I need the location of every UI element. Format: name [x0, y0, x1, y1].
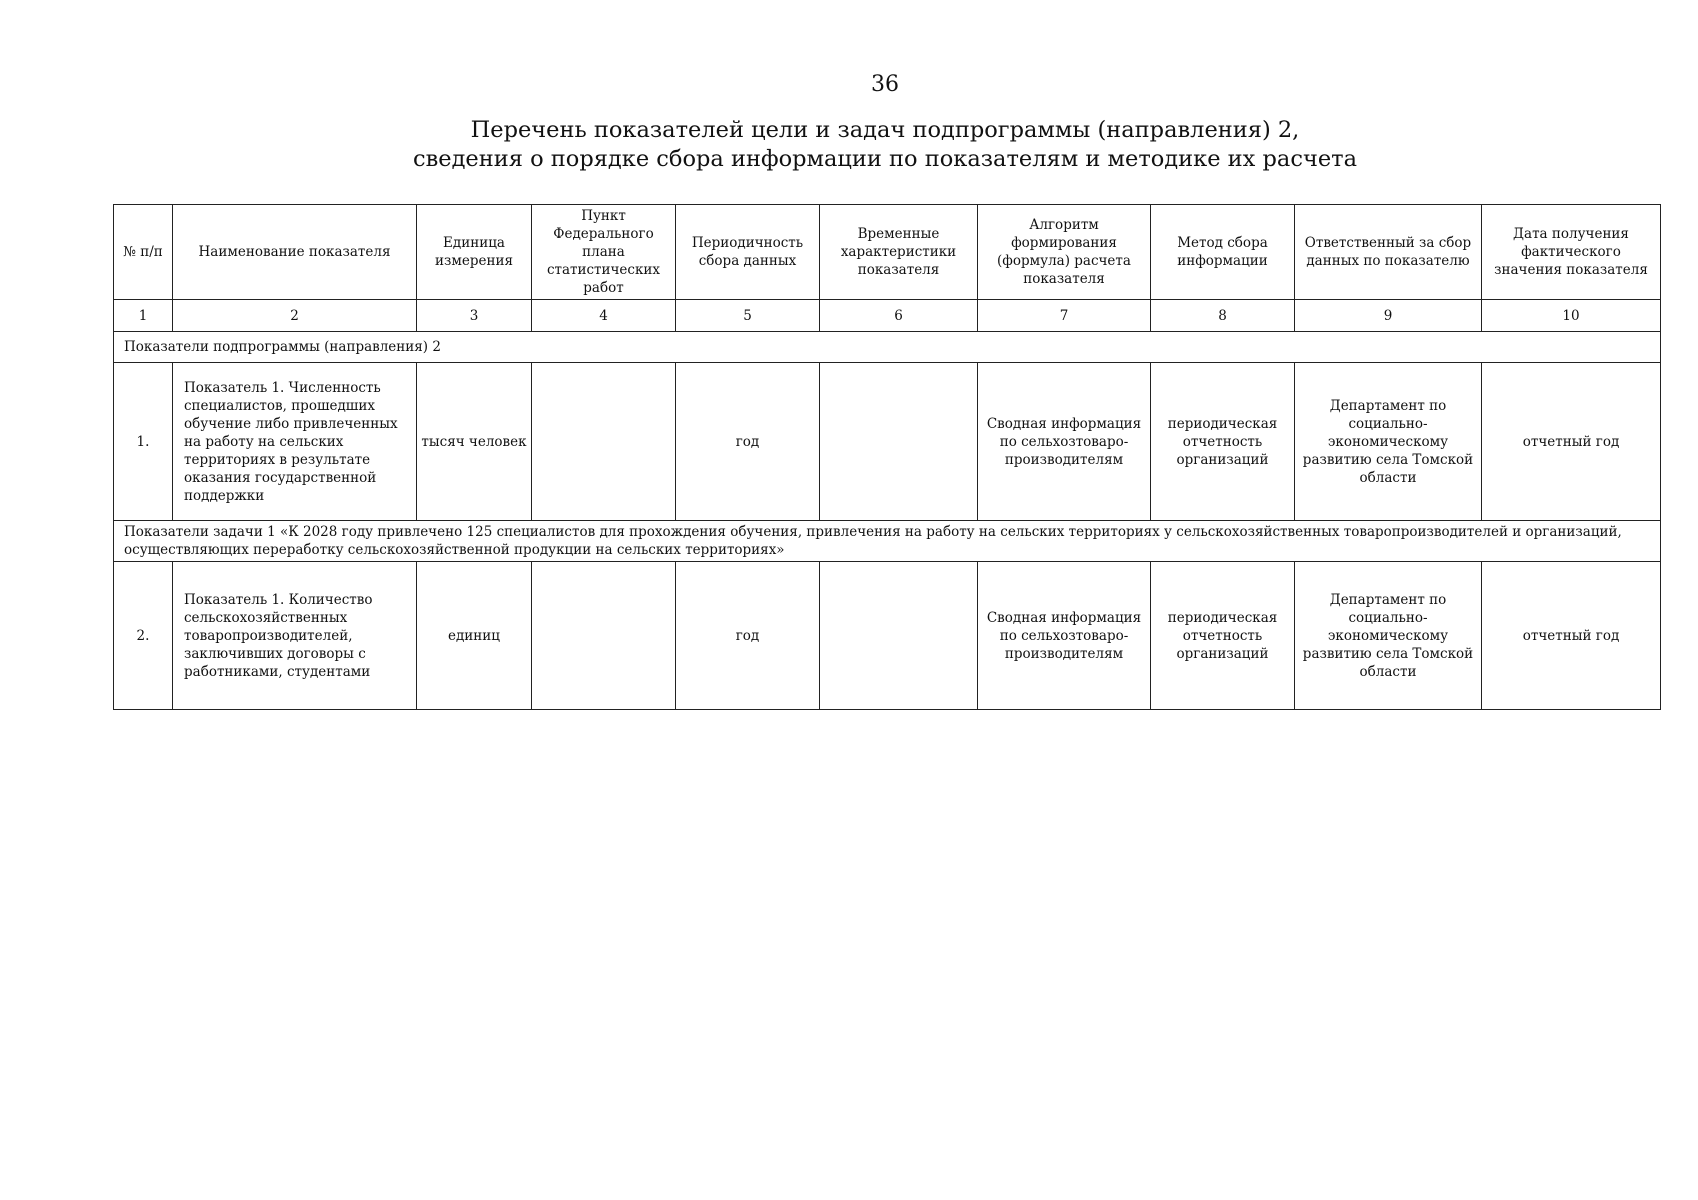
task-title: Показатели задачи 1 «К 2028 году привлечено 125 специалистов для прохождения обучения, привлечения на работу на сельских территориях у сельскохозяйственных товаропроизводителей и организаций, осуществляющих переработку сельскохозяйственной продукции на сельских территориях» [114, 521, 1661, 562]
column-number: 4 [532, 300, 676, 332]
column-number: 3 [417, 300, 532, 332]
header-row [114, 205, 1661, 300]
algorithm-cell: Сводная информация по сельхозтоваро-производителям [978, 363, 1151, 521]
method-cell: периодическая отчетность организаций [1151, 363, 1295, 521]
responsible-cell: Департамент по социально-экономическому развитию села Томской области [1295, 562, 1482, 710]
table-row [114, 363, 1661, 521]
column-number: 6 [820, 300, 978, 332]
periodicity-cell: год [676, 363, 820, 521]
page-number: 36 [871, 72, 899, 97]
indicator-name: Показатель 1. Численность специалистов, прошедших обучение либо привлеченных на работу на сельских территориях в результате оказания государственной поддержки [173, 363, 417, 521]
algorithm-cell: Сводная информация по сельхозтоваро-производителям [978, 562, 1151, 710]
title-line-1: Перечень показателей цели и задач подпрограммы (направления) 2, [470, 117, 1300, 143]
method-cell: периодическая отчетность организаций [1151, 562, 1295, 710]
task-row [114, 521, 1661, 562]
indicator-name: Показатель 1. Количество сельскохозяйственных товаропроизводителей, заключивших договоры с работниками, студентами [173, 562, 417, 710]
time-characteristics-cell [820, 363, 978, 521]
column-number: 9 [1295, 300, 1482, 332]
plan-item-cell [532, 562, 676, 710]
column-number: 5 [676, 300, 820, 332]
header-cell: Временные характеристики показателя [820, 205, 978, 300]
column-number: 8 [1151, 300, 1295, 332]
column-number: 1 [114, 300, 173, 332]
header-cell: № п/п [114, 205, 173, 300]
date-cell: отчетный год [1482, 363, 1661, 521]
header-cell: Периодичность сбора данных [676, 205, 820, 300]
indicators-table [113, 204, 1661, 710]
row-number: 2. [114, 562, 173, 710]
section-row [114, 332, 1661, 363]
table-row [114, 562, 1661, 710]
header-cell: Пункт Федерального плана статистических работ [532, 205, 676, 300]
date-cell: отчетный год [1482, 562, 1661, 710]
unit-cell: тысяч человек [417, 363, 532, 521]
header-cell: Единица измерения [417, 205, 532, 300]
plan-item-cell [532, 363, 676, 521]
responsible-cell: Департамент по социально-экономическому развитию села Томской области [1295, 363, 1482, 521]
header-cell: Метод сбора информации [1151, 205, 1295, 300]
section-title: Показатели подпрограммы (направления) 2 [114, 332, 1661, 363]
unit-cell: единиц [417, 562, 532, 710]
header-cell: Алгоритм формирования (формула) расчета показателя [978, 205, 1151, 300]
header-cell: Ответственный за сбор данных по показателю [1295, 205, 1482, 300]
column-number: 7 [978, 300, 1151, 332]
column-number-row [114, 300, 1661, 332]
column-number: 2 [173, 300, 417, 332]
document-title [0, 116, 1698, 174]
header-cell: Дата получения фактического значения показателя [1482, 205, 1661, 300]
row-number: 1. [114, 363, 173, 521]
column-number: 10 [1482, 300, 1661, 332]
header-cell: Наименование показателя [173, 205, 417, 300]
title-line-2: сведения о порядке сбора информации по показателям и методике их расчета [412, 146, 1357, 172]
periodicity-cell: год [676, 562, 820, 710]
time-characteristics-cell [820, 562, 978, 710]
